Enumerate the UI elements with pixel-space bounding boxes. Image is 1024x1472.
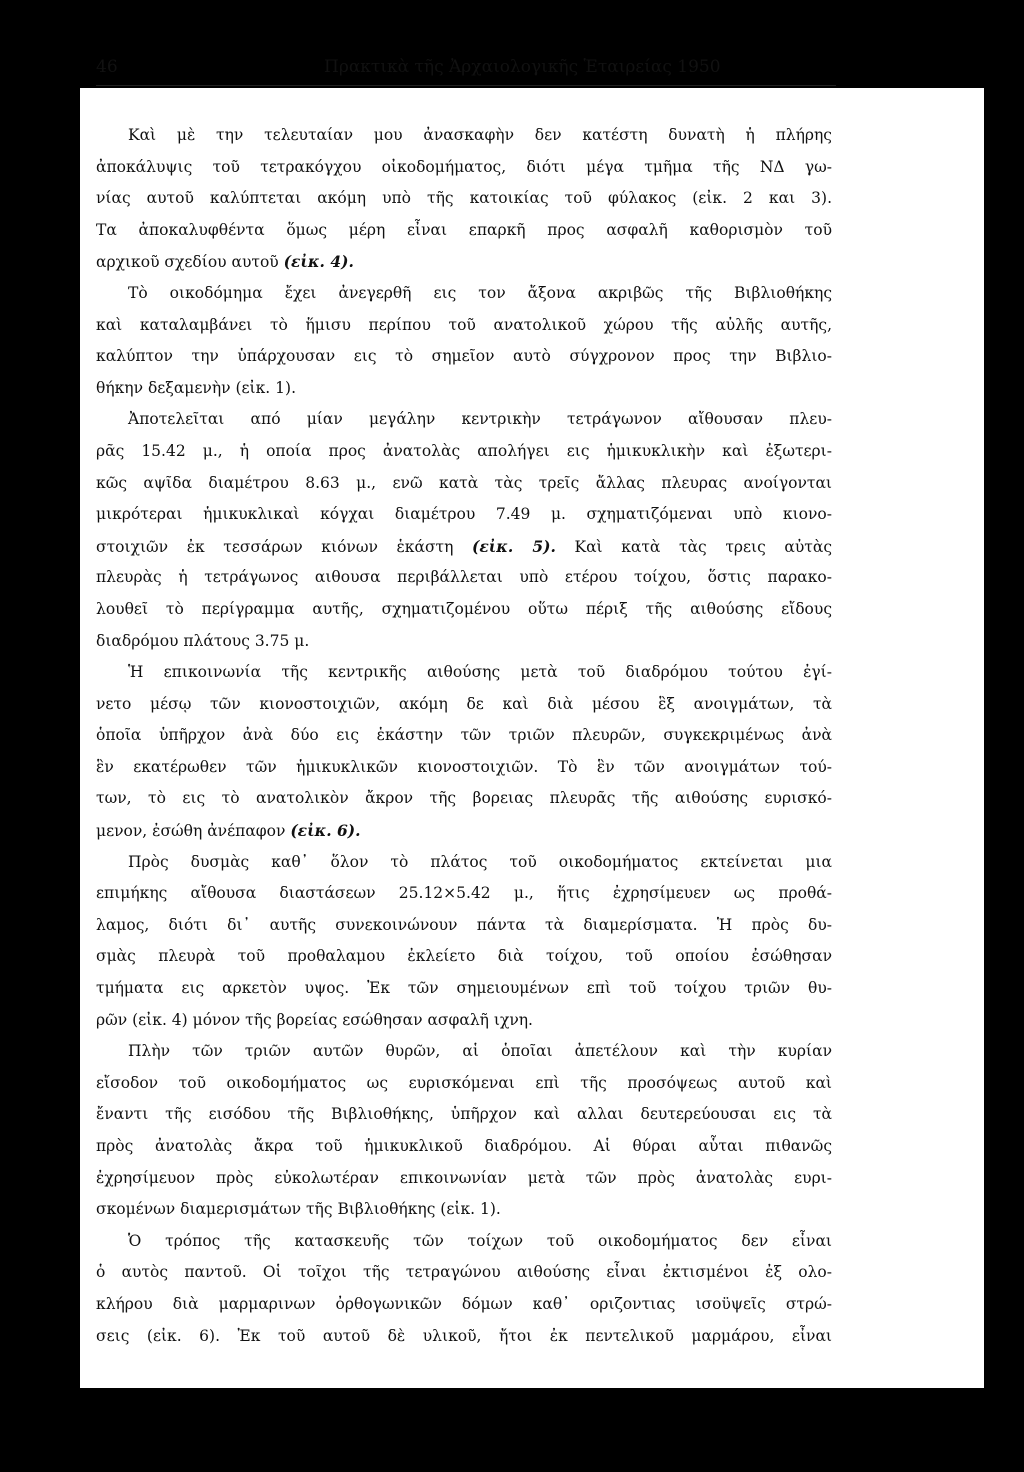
text-line	[96, 626, 832, 658]
text-line	[96, 341, 832, 373]
header-rule	[96, 85, 836, 86]
line-text: λουθεῖ τὸ περίγραμμα αυτῆς, σχηματιζομένου οὕτω πέριξ τῆς αιθούσης εἴδους	[96, 599, 832, 618]
text-line	[96, 1131, 832, 1163]
line-text: πλευρὰς ἡ τετράγωνος αιθουσα περιβάλλεται υπὸ ετέρου τοίχου, ὅστις παρακο-	[96, 568, 832, 587]
text-line	[96, 815, 832, 847]
line-text: ἔναντι τῆς εισόδου τῆς Βιβλιοθήκης, ὑπῆρχον καὶ αλλαι δευτερεύουσαι εις τὰ	[96, 1105, 832, 1124]
text-line	[96, 404, 832, 436]
line-text: κλήρου διὰ μαρμαρινων ὀρθογωνικῶν δόμων καθ᾽ οριζοντιας ισοϋψεῖς στρώ-	[96, 1294, 832, 1313]
line-text: διαδρόμου πλάτους 3.75 μ.	[96, 631, 310, 650]
text-line	[96, 847, 832, 879]
line-text: ἀποκάλυψις τοῦ τετρακόγχου οἰκοδομήματος, διότι μέγα τμῆμα τῆς ΝΔ γω-	[96, 157, 832, 176]
line-text: σεις (εἰκ. 6). Ἐκ τοῦ αυτοῦ δὲ υλικοῦ, ἤτοι ἐκ πεντελικοῦ μαρμάρου, εἶναι	[96, 1326, 832, 1345]
text-line	[96, 310, 832, 342]
text-line	[96, 910, 832, 942]
text-line	[96, 1005, 832, 1037]
line-text: Ἀποτελεῖται από μίαν μεγάλην κεντρικὴν τετράγωνον αἴθουσαν πλευ-	[128, 410, 832, 429]
line-text: τμήματα εις αρκετὸν υψος. Ἐκ τῶν σημειουμένων επὶ τοῦ τοίχου τριῶν θυ-	[96, 979, 832, 998]
line-text: κῶς αψῖδα διαμέτρου 8.63 μ., ενῶ κατὰ τὰς τρεῖς ἄλλας πλευρας ανοίγονται	[96, 473, 832, 492]
figure-reference: (εἰκ. 4).	[283, 252, 354, 272]
line-text: νίας αυτοῦ καλύπτεται ακόμη υπὸ τῆς κατοικίας τοῦ φύλακος (εἰκ. 2 και 3).	[96, 189, 832, 208]
text-line	[96, 1036, 832, 1068]
text-line	[96, 436, 832, 468]
line-text: Τὸ οικοδόμημα ἔχει ἀνεγερθῆ εις τον ἄξονα ακριβῶς τῆς Βιβλιοθήκης	[128, 283, 832, 302]
figure-reference: (εἰκ. 5).	[472, 536, 556, 556]
line-text: Ὁ τρόπος τῆς κατασκευῆς τῶν τοίχων τοῦ οικοδομήματος δεν εἶναι	[128, 1231, 832, 1250]
line-text: ὁ αυτὸς παντοῦ. Οἱ τοῖχοι τῆς τετραγώνου αιθούσης εἶναι ἐκτισμένοι ἐξ ολο-	[96, 1263, 832, 1282]
text-line	[96, 562, 832, 594]
figure-reference: (εἰκ. 6).	[290, 821, 361, 841]
line-text: Καὶ μὲ την τελευταίαν μου ἀνασκαφὴν δεν κατέστη δυνατὴ ἡ πλήρης	[128, 126, 832, 144]
line-text: μικρότεραι ἡμικυκλικαὶ κόγχαι διαμέτρου 7.49 μ. σχηματιζόμεναι υπὸ κιονο-	[96, 505, 832, 524]
line-text: ἐχρησίμευον πρὸς εὐκολωτέραν επικοινωνίαν μετὰ τῶν πρὸς ἀνατολὰς ευρι-	[96, 1168, 832, 1187]
running-header	[96, 57, 836, 83]
text-line	[96, 878, 832, 910]
line-text: καλύπτον την ὑπάρχουσαν εις τὸ σημεῖον αυτὸ σύγχρονον προς την Βιβλιο-	[96, 347, 832, 366]
body-text	[96, 120, 832, 1352]
line-text: λαμος, διότι δι᾽ αυτῆς συνεκοινώνουν πάντα τὰ διαμερίσματα. Ἡ πρὸς δυ-	[96, 915, 832, 934]
text-line	[96, 941, 832, 973]
text-line	[96, 594, 832, 626]
line-text: των, τὸ εις τὸ ανατολικὸν ἄκρον τῆς βορειας πλευρᾶς τῆς αιθούσης ευρισκό-	[96, 789, 832, 808]
text-line	[96, 499, 832, 531]
text-line	[96, 720, 832, 752]
text-line	[96, 657, 832, 689]
line-text: Πλὴν τῶν τριῶν αυτῶν θυρῶν, αἱ ὁποῖαι ἀπετέλουν καὶ τὴν κυρίαν	[128, 1042, 832, 1061]
text-line	[96, 752, 832, 784]
text-line	[96, 531, 832, 563]
page-number: 46	[96, 57, 118, 77]
line-text-continued: Καὶ κατὰ τὰς τρεις αὐτὰς	[574, 537, 832, 556]
text-line	[96, 468, 832, 500]
running-title: Πρακτικὰ τῆς Ἀρχαιολογικῆς Ἑταιρείας 1950	[324, 57, 721, 77]
line-text: αρχικοῦ σχεδίου αυτοῦ	[96, 253, 279, 272]
text-line	[96, 183, 832, 215]
text-line	[96, 278, 832, 310]
text-line	[96, 1226, 832, 1258]
text-line	[96, 120, 832, 152]
line-text: στοιχιῶν ἐκ τεσσάρων κιόνων ἑκάστη	[96, 537, 454, 556]
line-text: μενον, ἐσώθη ἀνέπαφον	[96, 822, 286, 841]
text-line	[96, 1068, 832, 1100]
text-line	[96, 1194, 832, 1226]
line-text: επιμήκης αἴθουσα διαστάσεων 25.12×5.42 μ., ἥτις ἐχρησίμευεν ως προθά-	[96, 884, 832, 903]
line-text: θήκην δεξαμενὴν (εἰκ. 1).	[96, 378, 297, 397]
text-line	[96, 373, 832, 405]
line-text: Πρὸς δυσμὰς καθ᾽ ὅλον τὸ πλάτος τοῦ οικοδομήματος εκτείνεται μια	[128, 852, 832, 871]
line-text: ρῶν (εἰκ. 4) μόνον τῆς βορείας εσώθησαν ασφαλῆ ιχνη.	[96, 1010, 533, 1029]
text-line	[96, 215, 832, 247]
text-line	[96, 246, 832, 278]
text-line	[96, 689, 832, 721]
line-text: ρᾶς 15.42 μ., ἡ οποία προς ἀνατολὰς απολήγει εις ἡμικυκλικὴν καὶ ἐξωτερι-	[96, 441, 832, 460]
text-line	[96, 1321, 832, 1353]
line-text: σκομένων διαμερισμάτων τῆς Βιβλιοθήκης (εἰκ. 1).	[96, 1200, 501, 1219]
text-line	[96, 1099, 832, 1131]
text-line	[96, 152, 832, 184]
text-line	[96, 973, 832, 1005]
line-text: σμὰς πλευρὰ τοῦ προθαλαμου ἐκλείετο διὰ τοίχου, τοῦ οποίου ἐσώθησαν	[96, 947, 832, 966]
line-text: νετο μέσῳ τῶν κιονοστοιχιῶν, ακόμη δε καὶ διὰ μέσου ἓξ ανοιγμάτων, τὰ	[96, 694, 832, 713]
line-text: εἴσοδον τοῦ οικοδομήματος ως ευρισκόμεναι επὶ τῆς προσόψεως αυτοῦ καὶ	[96, 1073, 832, 1092]
text-line	[96, 1257, 832, 1289]
line-text: Τα ἀποκαλυφθέντα ὅμως μέρη εἶναι επαρκῆ προς ασφαλῆ καθορισμὸν τοῦ	[96, 220, 832, 239]
line-text: καὶ καταλαμβάνει τὸ ἥμισυ περίπου τοῦ ανατολικοῦ χώρου τῆς αὐλῆς αυτῆς,	[96, 315, 832, 334]
line-text: πρὸς ἀνατολὰς ἄκρα τοῦ ἡμικυκλικοῦ διαδρόμου. Αἱ θύραι αὗται πιθανῶς	[96, 1137, 832, 1155]
text-line	[96, 1163, 832, 1195]
line-text: Ἡ επικοινωνία τῆς κεντρικῆς αιθούσης μετὰ τοῦ διαδρόμου τούτου ἐγί-	[128, 663, 832, 682]
text-line	[96, 783, 832, 815]
line-text: ὁποῖα ὑπῆρχον ἀνὰ δύο εις ἑκάστην τῶν τριῶν πλευρῶν, συγκεκριμένως ἀνὰ	[96, 726, 832, 745]
line-text: ἓν εκατέρωθεν τῶν ἡμικυκλικῶν κιονοστοιχιῶν. Τὸ ἓν τῶν ανοιγμάτων τού-	[96, 757, 832, 776]
text-line	[96, 1289, 832, 1321]
